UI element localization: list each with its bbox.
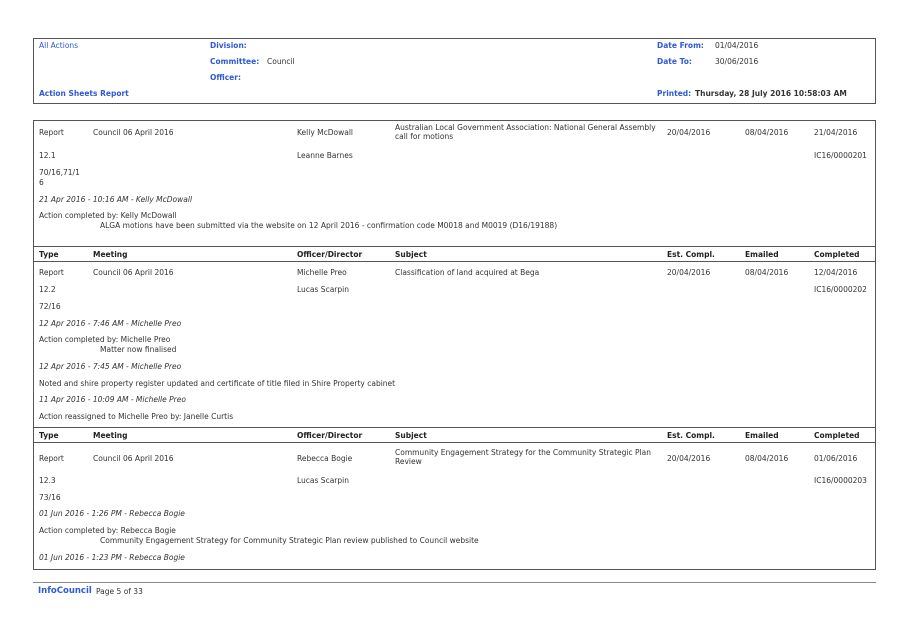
record-resolution: 70/16,71/1 bbox=[39, 168, 80, 177]
record-officer: Michelle Preo bbox=[297, 268, 347, 277]
note-text: Noted and shire property register updated and certificate of title filed in Shire Property cabinet bbox=[39, 379, 396, 388]
committee-value: Council bbox=[267, 57, 295, 66]
note-timestamp: 11 Apr 2016 - 10:09 AM - Michelle Preo bbox=[39, 395, 186, 404]
col-emailed: Emailed bbox=[745, 431, 779, 440]
record-meeting: Council 06 April 2016 bbox=[93, 454, 174, 463]
record-officer: Kelly McDowall bbox=[297, 128, 354, 137]
note-text: Action completed by: Kelly McDowall bbox=[39, 211, 177, 220]
col-type: Type bbox=[39, 431, 59, 440]
record-director: Lucas Scarpin bbox=[297, 285, 349, 294]
date-to-value: 30/06/2016 bbox=[715, 57, 759, 66]
date-from-value: 01/04/2016 bbox=[715, 41, 759, 50]
record-item-number: 12.1 bbox=[39, 151, 56, 160]
col-completed: Completed bbox=[814, 431, 860, 440]
record-resolution: 72/16 bbox=[39, 302, 61, 311]
note-text: Matter now finalised bbox=[100, 345, 177, 354]
record-emailed: 08/04/2016 bbox=[745, 268, 789, 277]
footer-divider bbox=[33, 582, 876, 583]
record-type: Report bbox=[39, 268, 64, 277]
note-text: Action completed by: Rebecca Bogie bbox=[39, 526, 176, 535]
actions-table bbox=[33, 120, 876, 570]
record-meeting: Council 06 April 2016 bbox=[93, 268, 174, 277]
printed-label: Printed: bbox=[657, 89, 692, 98]
division-label: Division: bbox=[210, 41, 247, 50]
col-meeting: Meeting bbox=[93, 431, 128, 440]
printed-value: Thursday, 28 July 2016 10:58:03 AM bbox=[695, 89, 847, 98]
footer-brand: InfoCouncil bbox=[38, 586, 92, 596]
col-meeting: Meeting bbox=[93, 250, 128, 259]
record-est-compl: 20/04/2016 bbox=[667, 128, 711, 137]
note-timestamp: 12 Apr 2016 - 7:46 AM - Michelle Preo bbox=[39, 319, 182, 328]
note-text: Community Engagement Strategy for Community Strategic Plan review published to Council website bbox=[100, 536, 479, 545]
record-subject: Classification of land acquired at Bega bbox=[395, 268, 540, 277]
note-timestamp: 01 Jun 2016 - 1:26 PM - Rebecca Bogie bbox=[39, 509, 185, 518]
committee-label: Committee: bbox=[210, 57, 260, 66]
col-est-compl: Est. Compl. bbox=[667, 431, 715, 440]
record-resolution: 73/16 bbox=[39, 493, 61, 502]
record-director: Leanne Barnes bbox=[297, 151, 353, 160]
record-ref: IC16/0000202 bbox=[814, 285, 867, 294]
note-timestamp: 21 Apr 2016 - 10:16 AM - Kelly McDowall bbox=[39, 195, 193, 204]
col-officer: Officer/Director bbox=[297, 250, 363, 259]
column-header-row bbox=[34, 427, 875, 443]
record-est-compl: 20/04/2016 bbox=[667, 454, 711, 463]
footer-page-number: Page 5 of 33 bbox=[96, 587, 143, 596]
record-completed: 12/04/2016 bbox=[814, 268, 858, 277]
record-completed: 01/06/2016 bbox=[814, 454, 858, 463]
record-director: Lucas Scarpin bbox=[297, 476, 349, 485]
record-item-number: 12.3 bbox=[39, 476, 56, 485]
all-actions-label: All Actions bbox=[39, 41, 79, 50]
col-completed: Completed bbox=[814, 250, 860, 259]
date-from-label: Date From: bbox=[657, 41, 704, 50]
record-officer: Rebecca Bogie bbox=[297, 454, 353, 463]
record-est-compl: 20/04/2016 bbox=[667, 268, 711, 277]
col-emailed: Emailed bbox=[745, 250, 779, 259]
record-item-number: 12.2 bbox=[39, 285, 56, 294]
report-title: Action Sheets Report bbox=[39, 89, 129, 98]
note-text: ALGA motions have been submitted via the website on 12 April 2016 - confirmation code M0018 and M0019 (D16/19188) bbox=[100, 221, 558, 230]
col-officer: Officer/Director bbox=[297, 431, 363, 440]
note-text: Action reassigned to Michelle Preo by: Janelle Curtis bbox=[39, 412, 234, 421]
date-to-label: Date To: bbox=[657, 57, 692, 66]
column-header-row bbox=[34, 246, 875, 262]
record-resolution-cont: 6 bbox=[39, 178, 44, 187]
record-ref: IC16/0000201 bbox=[814, 151, 867, 160]
record-subject: Community Engagement Strategy for the Community Strategic Plan Review bbox=[395, 448, 651, 466]
record-emailed: 08/04/2016 bbox=[745, 128, 789, 137]
officer-label: Officer: bbox=[210, 73, 241, 82]
col-subject: Subject bbox=[395, 250, 427, 259]
record-type: Report bbox=[39, 128, 64, 137]
record-emailed: 08/04/2016 bbox=[745, 454, 789, 463]
record-completed: 21/04/2016 bbox=[814, 128, 858, 137]
col-subject: Subject bbox=[395, 431, 427, 440]
record-subject: Australian Local Government Association: National General Assembly call for motions bbox=[395, 123, 656, 141]
col-type: Type bbox=[39, 250, 59, 259]
note-text: Action completed by: Michelle Preo bbox=[39, 335, 171, 344]
record-type: Report bbox=[39, 454, 64, 463]
record-ref: IC16/0000203 bbox=[814, 476, 867, 485]
note-timestamp: 01 Jun 2016 - 1:23 PM - Rebecca Bogie bbox=[39, 553, 185, 562]
note-timestamp: 12 Apr 2016 - 7:45 AM - Michelle Preo bbox=[39, 362, 182, 371]
col-est-compl: Est. Compl. bbox=[667, 250, 715, 259]
record-meeting: Council 06 April 2016 bbox=[93, 128, 174, 137]
report-header bbox=[33, 38, 876, 104]
